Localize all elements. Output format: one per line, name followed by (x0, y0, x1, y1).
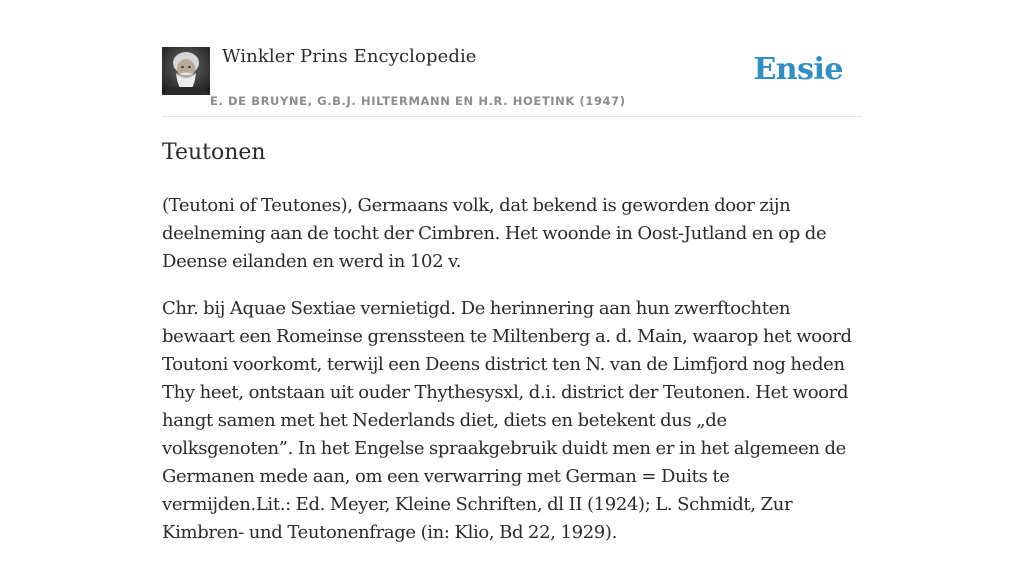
article-title: Teutonen (162, 140, 266, 165)
ensie-logo[interactable]: Ensie (753, 52, 843, 87)
article-body (162, 192, 862, 566)
author-avatar[interactable] (162, 47, 210, 95)
article-paragraph: Chr. bij Aquae Sextiae vernietigd. De herinnering aan hun zwerftochten bewaart een Romeinse grenssteen te Miltenberg a. d. Main, waarop het woord Toutoni voorkomt, terwijl een Deens district ten N. van de Limfjord nog heden Thy heet, ontstaan uit ouder Thythesysxl, d.i. district der Teutonen. Het woord hangt samen met het Nederlands diet, diets en betekent dus „de volksgenoten”. In het Engelse spraakgebruik duidt men er in het algemeen de Germanen mede aan, om een verwarring met German = Duits te vermijden.Lit.: Ed. Meyer, Kleine Schriften, dl II (1924); L. Schmidt, Zur Kimbren- und Teutonenfrage (in: Klio, Bd 22, 1929). (162, 298, 852, 543)
authors-line: E. DE BRUYNE, G.B.J. HILTERMANN EN H.R. HOETINK (1947) (210, 94, 626, 108)
encyclopedia-header (162, 40, 862, 117)
author-portrait-icon (162, 47, 210, 95)
article-paragraph: (Teutoni of Teutones), Germaans volk, dat bekend is geworden door zijn deelneming aan de tocht der Cimbren. Het woonde in Oost-Jutland en op de Deense eilanden en werd in 102 v. (162, 195, 827, 272)
source-title[interactable]: Winkler Prins Encyclopedie (222, 46, 477, 67)
